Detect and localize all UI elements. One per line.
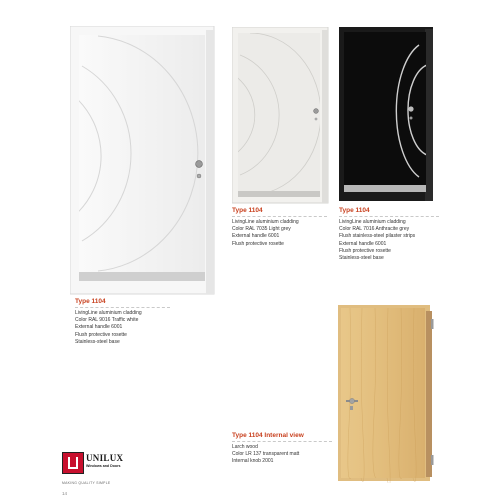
caption-line: Larch wood [232, 444, 258, 450]
caption-line: Stainless-steel base [339, 255, 384, 262]
caption-line: Color LR 137 transparent matt [232, 451, 300, 458]
caption-line: External handle 6001 [232, 233, 280, 240]
caption-line: Flush protective rosette [339, 247, 391, 254]
caption-line: Stainless-steel base [75, 338, 120, 345]
brand-tagline: Windows and Doors [86, 464, 121, 468]
brand-logo [62, 452, 122, 478]
caption-line: Internal knob 2001 [232, 458, 274, 465]
caption-title: Type 1104 [232, 207, 327, 217]
door-anthracite-image [339, 27, 435, 203]
door-larch-image [338, 305, 438, 483]
caption-line: Color RAL 7035 Light grey [232, 226, 291, 233]
caption-line: Flush protective rosette [75, 331, 127, 338]
caption-line: LivingLine aluminium cladding [75, 310, 142, 316]
caption-line: LivingLine aluminium cladding [232, 219, 299, 225]
brand-slogan: MAKING QUALITY SIMPLE [62, 481, 111, 485]
caption-line: LivingLine aluminium cladding [339, 219, 406, 225]
caption-line: External handle 6001 [75, 324, 123, 331]
caption-line: Flush stainless-steel pilaster strips [339, 233, 416, 240]
brand-name: UNILUX [86, 453, 124, 463]
page-number: 14 [62, 491, 68, 496]
caption-white-door [75, 298, 170, 346]
caption-lightgrey-door [232, 207, 327, 248]
caption-larch-door [232, 432, 332, 466]
door-white-image [70, 26, 220, 296]
caption-line: Color RAL 9016 Traffic white [75, 317, 139, 324]
caption-title: Type 1104 Internal view [232, 432, 332, 442]
caption-anthracite-door [339, 207, 439, 262]
caption-line: Flush protective rosette [232, 240, 284, 247]
caption-line: Color RAL 7016 Anthracite grey [339, 226, 410, 233]
brand-logo-mark [62, 452, 84, 474]
caption-title: Type 1104 [75, 298, 170, 308]
door-lightgrey-image [232, 27, 332, 205]
caption-line: External handle 6001 [339, 240, 387, 247]
caption-title: Type 1104 [339, 207, 439, 217]
